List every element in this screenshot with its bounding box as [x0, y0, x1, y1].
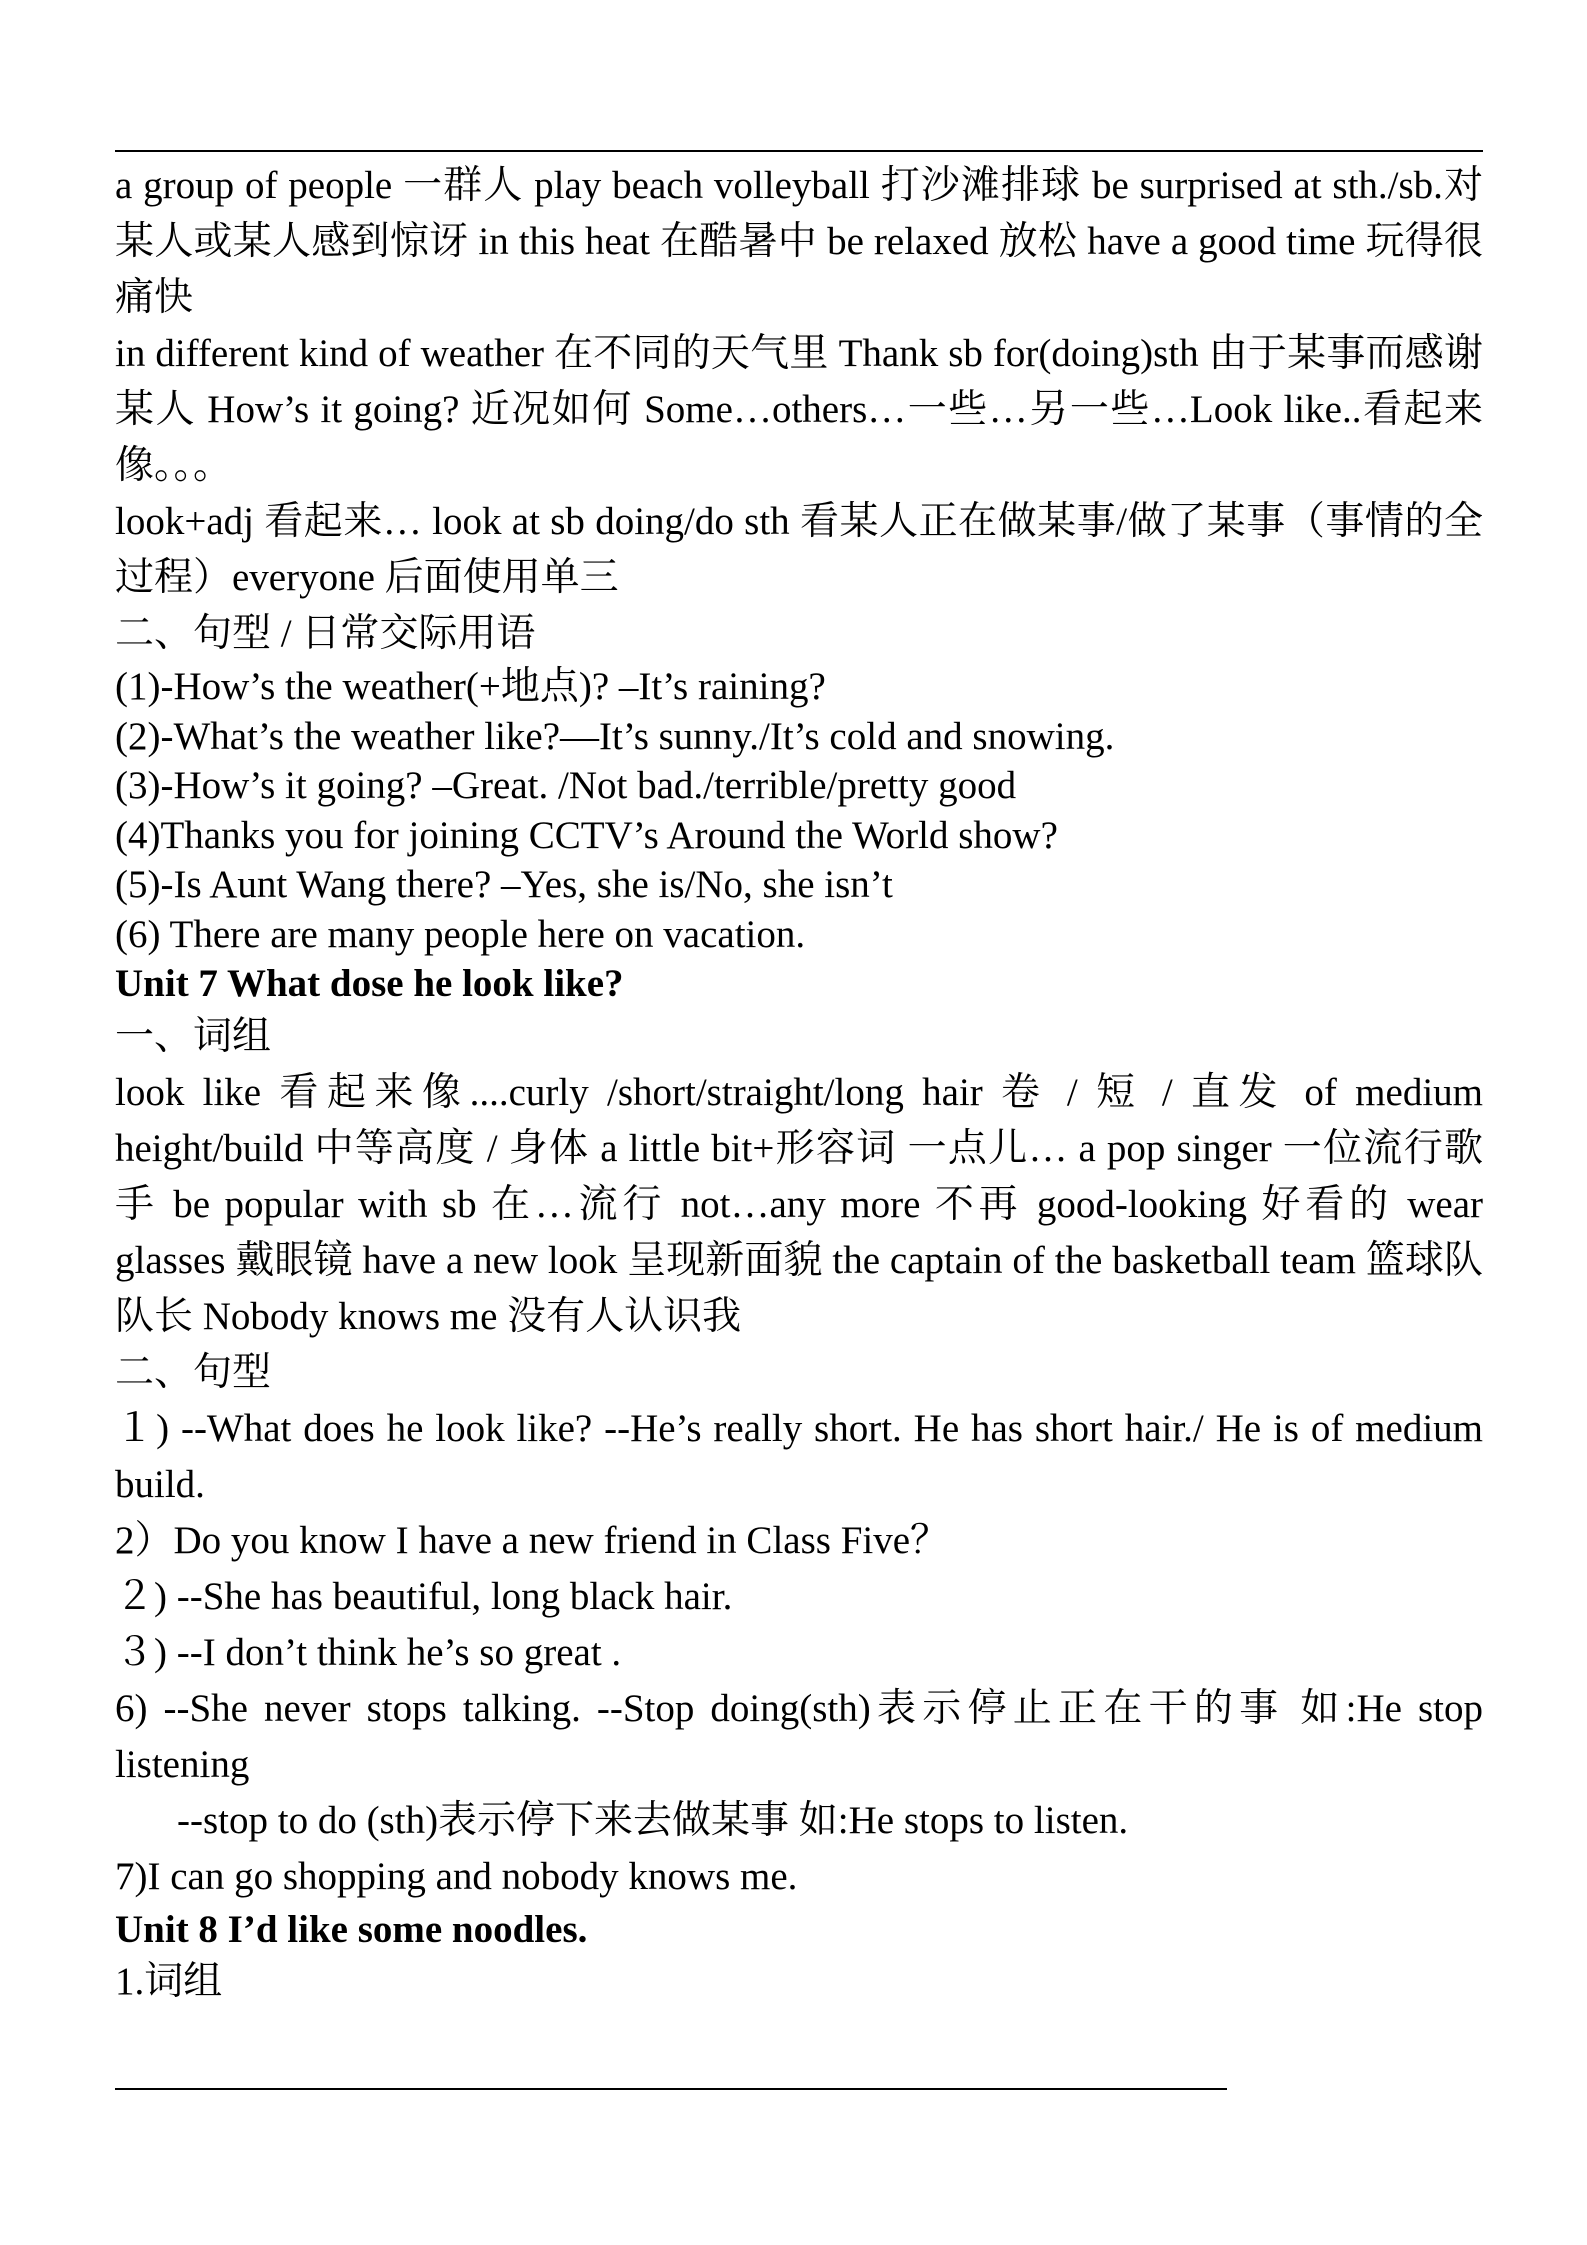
unit-7-sentence: 6) --She never stops talking. --Stop doing(sth)表示停止正在干的事 如:He stop listening [115, 1686, 1483, 1786]
unit-7-title: Unit 7 What dose he look like? [115, 962, 624, 1005]
footer-rule [115, 2088, 1227, 2090]
sentence-line: (1)-How’s the weather(+地点)? –It’s raining? [115, 665, 826, 708]
unit-8-phrases-heading: 1.词组 [115, 1960, 223, 2003]
unit-8-title: Unit 8 I’d like some noodles. [115, 1907, 588, 1951]
document-page [115, 0, 1485, 2245]
unit-7-sentence: --stop to do (sth)表示停下来去做某事 如:He stops to listen. [177, 1798, 1129, 1842]
paragraph-phrases-weather-1: a group of people 一群人 play beach volleyball 打沙滩排球 be surprised at sth./sb.对某人或某人感到惊讶 in this heat 在酷暑中 be relaxed 放松 have a good time 玩得很痛快 [115, 164, 1483, 319]
unit-7-sentence: 7)I can go shopping and nobody knows me. [115, 1854, 798, 1898]
header-rule [115, 150, 1483, 152]
unit-7-sentence: ２) --She has beautiful, long black hair. [115, 1574, 733, 1618]
paragraph-phrases-weather-2: in different kind of weather 在不同的天气里 Thank sb for(doing)sth 由于某事而感谢某人 How’s it going? 近况如何 Some…others…一些…另一些…Look like..看起来像。。。 [115, 332, 1483, 487]
unit-7-phrases: look like 看起来像....curly /short/straight/long hair 卷 / 短 / 直发 of medium height/build 中等高度 / 身体 a little bit+形容词 一点儿… a pop singer 一位流行歌手 be popular with sb 在…流行 not…any more 不再 good-looking 好看的 wear glasses 戴眼镜 have a new look 呈现新面貌 the captain of the basketball team 篮球队队长 Nobody knows me 没有人认识我 [115, 1070, 1483, 1338]
sentence-line: (3)-How’s it going? –Great. /Not bad./terrible/pretty good [115, 764, 1017, 807]
sentence-line: (6) There are many people here on vacation. [115, 912, 806, 956]
unit-7-sentence: １) --What does he look like? --He’s really short. He has short hair./ He is of medium build. [115, 1406, 1483, 1506]
unit-7-sentence: 2）Do you know I have a new friend in Class Five？ [115, 1518, 950, 1562]
paragraph-phrases-weather-3: look+adj 看起来… look at sb doing/do sth 看某人正在做某事/做了某事（事情的全过程）everyone 后面使用单三 [115, 500, 1483, 599]
sentence-line: (2)-What’s the weather like?—It’s sunny./It’s cold and snowing. [115, 714, 1115, 758]
unit-7-phrases-heading: 一、词组 [115, 1014, 272, 1058]
sentence-line: (5)-Is Aunt Wang there? –Yes, she is/No, she isn’t [115, 863, 893, 906]
unit-7-sentences-heading: 二、句型 [115, 1350, 272, 1394]
document-content [115, 158, 1483, 2010]
section-heading-sentences: 二、句型 / 日常交际用语 [115, 612, 536, 655]
sentence-line: (4)Thanks you for joining CCTV’s Around the World show? [115, 813, 1058, 857]
unit-7-sentence: ３) --I don’t think he’s so great . [115, 1630, 622, 1674]
